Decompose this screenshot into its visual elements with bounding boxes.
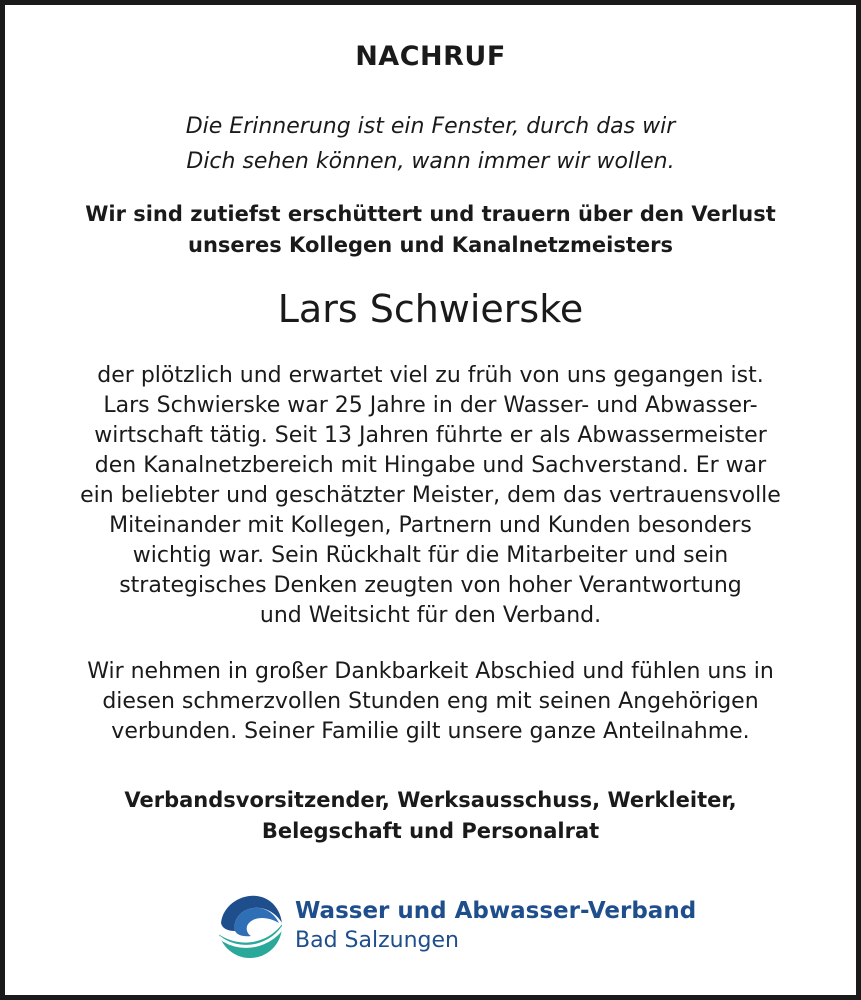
body-line: ein beliebter und geschätzter Meister, dem das vertrauensvolle: [80, 483, 781, 508]
intro-line: unseres Kollegen und Kanalnetzmeisters: [188, 233, 673, 257]
closing-line: verbunden. Seiner Familie gilt unsere ganze Anteilnahme.: [111, 719, 750, 744]
closing-text: [5, 657, 856, 747]
intro-line: Wir sind zutiefst erschüttert und trauern über den Verlust: [85, 202, 776, 226]
notice-heading: NACHRUF: [355, 41, 506, 72]
body-line: und Weitsicht für den Verband.: [259, 603, 602, 628]
body-line: der plötzlich und erwartet viel zu früh von uns gegangen ist.: [97, 363, 764, 388]
memorial-quote: [5, 109, 856, 179]
body-line: Lars Schwierske war 25 Jahre in der Wasser- und Abwasser-: [103, 393, 758, 418]
logo-text: [295, 897, 696, 955]
body-line: Miteinander mit Kollegen, Partnern und Kunden besonders: [109, 513, 752, 538]
quote-line: Die Erinnerung ist ein Fenster, durch das wir: [185, 114, 676, 139]
logo-name-line1: Wasser und Abwasser-Verband: [295, 898, 697, 924]
signatories: [5, 785, 856, 847]
body-line: wichtig war. Sein Rückhalt für die Mitarbeiter und sein: [132, 543, 729, 568]
organization-logo: [217, 893, 697, 963]
logo-name-line2: Bad Salzungen: [295, 928, 459, 953]
deceased-name: Lars Schwierske: [277, 287, 584, 331]
signatories-line: Belegschaft und Personalrat: [261, 819, 600, 843]
intro-text: [5, 199, 856, 261]
body-line: den Kanalnetzbereich mit Hingabe und Sachverstand. Er war: [94, 453, 767, 478]
closing-line: diesen schmerzvollen Stunden eng mit seinen Angehörigen: [102, 689, 759, 714]
water-wave-logo-icon: [217, 893, 283, 959]
signatories-line: Verbandsvorsitzender, Werksausschuss, Werkleiter,: [124, 788, 737, 812]
body-line: strategisches Denken zeugten von hoher Verantwortung: [119, 573, 742, 598]
quote-line: Dich sehen können, wann immer wir wollen.: [186, 149, 675, 174]
obituary-body: [5, 361, 856, 631]
body-line: wirtschaft tätig. Seit 13 Jahren führte er als Abwassermeister: [94, 423, 767, 448]
closing-line: Wir nehmen in großer Dankbarkeit Abschied und fühlen uns in: [87, 659, 774, 684]
